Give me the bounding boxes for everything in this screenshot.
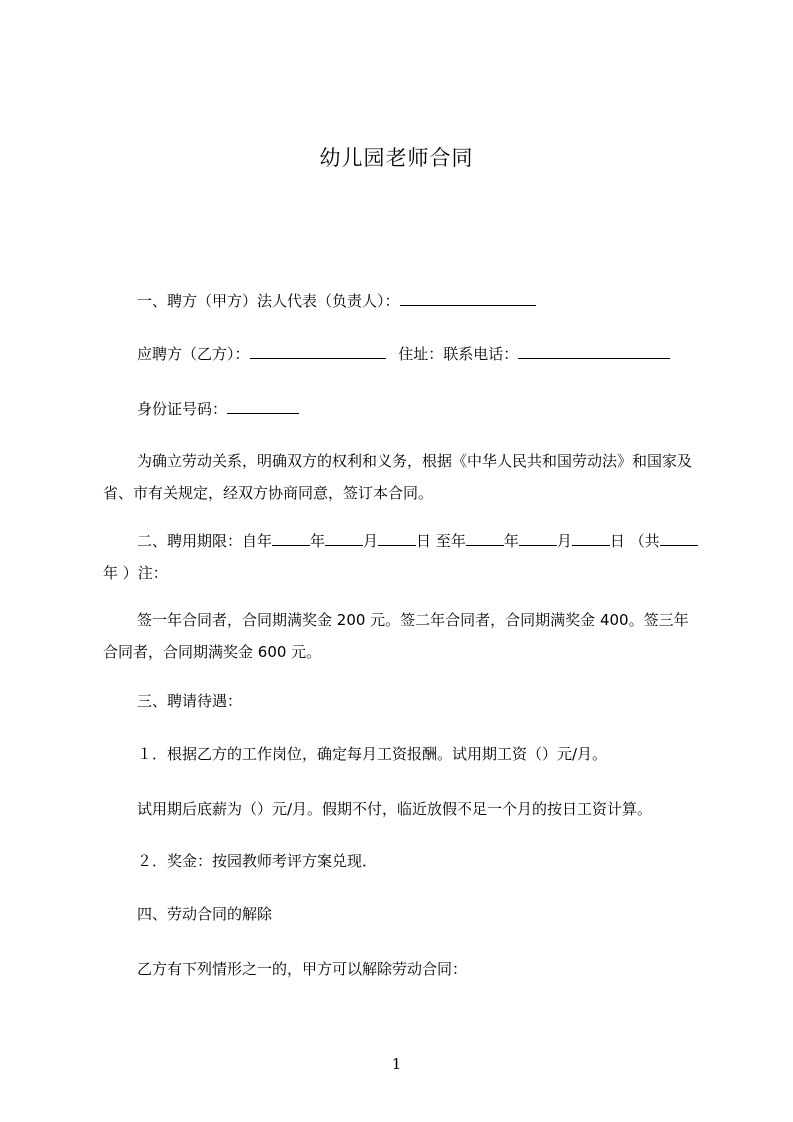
term-part: 年 <box>503 532 519 550</box>
employee-blank <box>250 343 386 359</box>
term-paragraph <box>103 525 698 589</box>
id-blank <box>227 398 299 414</box>
term-blank <box>272 530 310 546</box>
address-phone-label: 住址：联系电话： <box>398 345 519 363</box>
document-title: 幼儿园老师合同 <box>319 146 474 170</box>
section3-heading: 三、聘请待遇： <box>137 692 243 710</box>
employer-label: 一、聘方（甲方）法人代表（负责人）： <box>137 292 400 310</box>
term-blank <box>378 530 416 546</box>
term-part: 日 至年 <box>416 532 466 550</box>
id-line <box>137 393 299 425</box>
purpose-paragraph <box>103 445 698 509</box>
employee-line <box>137 338 670 370</box>
term-part: 二、聘用期限：自年 <box>137 532 273 550</box>
term-blank <box>572 530 610 546</box>
section4-heading: 四、劳动合同的解除 <box>137 905 273 923</box>
phone-blank <box>518 343 670 359</box>
term-part: 日 （共 <box>609 532 660 550</box>
termination-text: 乙方有下列情形之一的，甲方可以解除劳动合同： <box>137 960 468 978</box>
term-part: 月 <box>556 532 572 550</box>
bonus-text: 签一年合同者，合同期满奖金 200 元。签二年合同者，合同期满奖金 400。签三年合同者，合同期满奖金 600 元。 <box>103 611 689 661</box>
employer-blank <box>400 290 536 306</box>
bonus-paragraph <box>103 604 698 668</box>
term-part: 月 <box>363 532 379 550</box>
term-blank <box>660 530 698 546</box>
term-blank <box>325 530 363 546</box>
employer-line <box>137 285 536 317</box>
salary-item: １．根据乙方的工作岗位，确定每月工资报酬。试用期工资（）元/月。 <box>137 745 608 763</box>
purpose-text: 为确立劳动关系，明确双方的权利和义务，根据《中华人民共和国劳动法》和国家及省、市有关规定，经双方协商同意，签订本合同。 <box>103 452 693 502</box>
term-part: 年 ）注： <box>103 564 168 582</box>
id-label: 身份证号码： <box>137 400 228 418</box>
page-number: 1 <box>391 1055 402 1073</box>
bonus-item: ２．奖金：按园教师考评方案兑现． <box>137 852 378 870</box>
term-blank <box>466 530 504 546</box>
term-part: 年 <box>310 532 326 550</box>
employee-label: 应聘方（乙方）： <box>137 345 250 363</box>
salary-item-continued: 试用期后底薪为（）元/月。假期不付，临近放假不足一个月的按日工资计算。 <box>137 800 653 818</box>
term-blank <box>519 530 557 546</box>
